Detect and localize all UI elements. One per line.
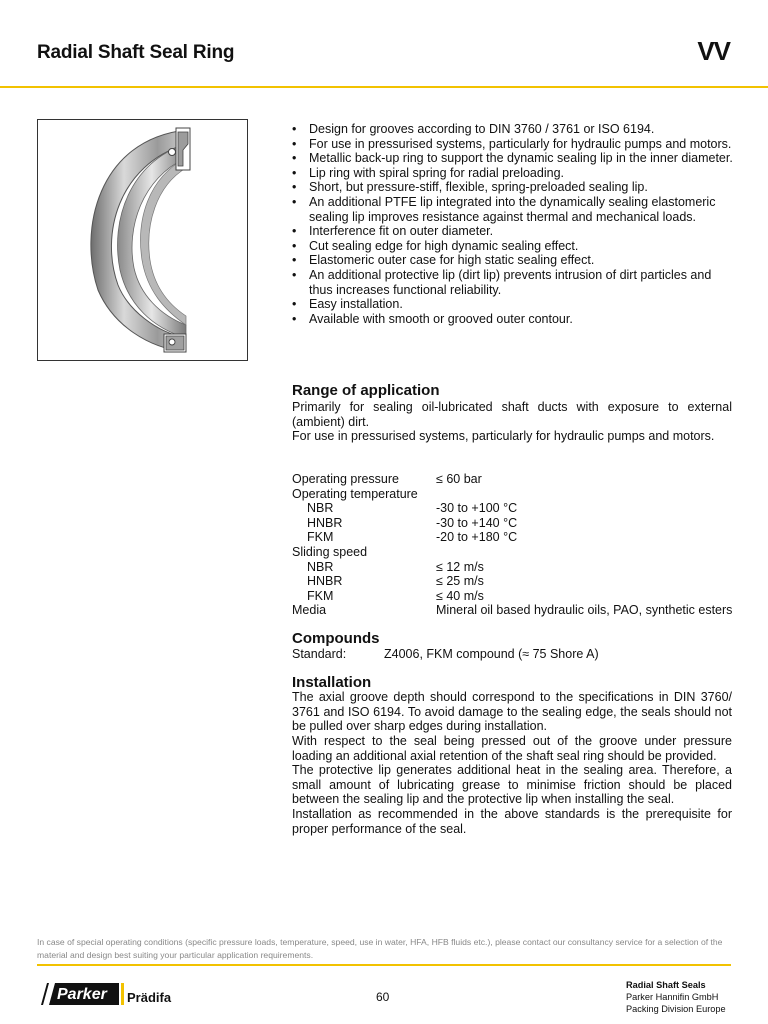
spec-label: HNBR [307,515,343,530]
logo-sub: Prädifa [127,990,172,1005]
spec-label: Sliding speed [292,544,368,559]
spec-label: Operating temperature [292,486,418,501]
seal-ring-illustration [37,119,248,361]
list-item: • Elastomeric outer case for high static sealing effect. [292,253,734,268]
spec-value: -30 to +140 °C [436,515,518,530]
list-item: • Available with smooth or grooved outer contour. [292,312,734,327]
installation-paragraph-1: The axial groove depth should correspond to the specifications in DIN 3760/ 3761 and ISO 6194. To avoid damage to the sealing edge, the seals should not be pulled over sharp edges during installation. [292,690,732,734]
footer-section-title: Radial Shaft Seals [626,980,706,990]
spec-value: ≤ 25 m/s [436,574,484,589]
product-code: VV [697,36,730,66]
spec-label: FKM [307,530,334,545]
spec-value: -20 to +180 °C [436,530,518,545]
seal-ring-drawing [38,120,247,360]
spec-value: ≤ 60 bar [436,472,482,486]
table-row [292,472,732,487]
footer-address [626,979,726,1015]
spec-label: Operating pressure [292,472,400,486]
table-row [292,574,732,589]
page-title: Radial Shaft Seal Ring [37,42,235,63]
range-paragraph-2: For use in pressurised systems, particularly for hydraulic pumps and motors. [292,429,715,443]
table-row [292,487,732,502]
compounds-heading: Compounds [292,630,380,647]
list-item: • Easy installation. [292,297,734,312]
range-paragraph-1: Primarily for sealing oil-lubricated shaft ducts with exposure to external (ambient) dirt. [292,400,732,429]
logo-graphic [37,982,177,1008]
page-number: 60 [376,990,390,1004]
spec-value: Mineral oil based hydraulic oils, PAO, synthetic esters [436,603,733,618]
spec-value: ≤ 40 m/s [436,588,484,603]
compound-label: Standard: [292,647,347,661]
parker-pradifa-logo [37,982,177,1006]
list-item: • For use in pressurised systems, particularly for hydraulic pumps and motors. [292,137,734,152]
bottom-divider [37,964,731,966]
list-item: • An additional protective lip (dirt lip) prevents intrusion of dirt particles and thus increases functional reliability. [292,268,734,297]
table-row [292,501,732,516]
table-row [292,545,732,560]
feature-list [292,122,734,326]
table-row [292,530,732,545]
spec-value: ≤ 12 m/s [436,559,484,574]
list-item: • Lip ring with spiral spring for radial preloading. [292,166,734,181]
installation-paragraph-3: The protective lip generates additional heat in the sealing area. Therefore, a small amount of lubricating grease to minimise friction should be placed between the sealing lip and the protective lip when installing the seal. [292,763,732,807]
footer-division: Packing Division Europe [626,1004,726,1014]
table-row [292,603,732,618]
table-row [292,516,732,531]
range-heading: Range of application [292,382,440,399]
spec-value: -30 to +100 °C [436,501,518,516]
installation-paragraph-4: Installation as recommended in the above standards is the prerequisite for proper performance of the seal. [292,807,732,836]
installation-paragraph-2: With respect to the seal being pressed out of the groove under pressure loading an additional axial retention of the shaft seal ring should be provided. [292,734,732,763]
footer-company: Parker Hannifin GmbH [626,992,719,1002]
spec-label: Media [292,603,327,618]
list-item: • Cut sealing edge for high dynamic sealing effect. [292,239,734,254]
list-item: • Design for grooves according to DIN 3760 / 3761 or ISO 6194. [292,122,734,137]
compound-standard [292,647,599,661]
list-item: • An additional PTFE lip integrated into the dynamically sealing elastomeric sealing lip improves resistance against thermal and mechanical loads. [292,195,734,224]
logo-brand: Parker [57,986,107,1003]
spec-table [292,472,732,618]
spec-label: NBR [307,501,334,516]
top-divider [0,86,768,88]
spec-label: NBR [307,559,334,574]
table-row [292,589,732,604]
list-item: • Short, but pressure-stiff, flexible, spring-preloaded sealing lip. [292,180,734,195]
list-item: • Interference fit on outer diameter. [292,224,734,239]
installation-heading: Installation [292,674,372,691]
table-row [292,560,732,575]
footnote: In case of special operating conditions (specific pressure loads, temperature, speed, use in water, HFA, HFB fluids etc.), please contact our consultancy service for a selection of the material and design best suiting your particular application requirements. [37,937,723,960]
compound-value: Z4006, FKM compound (≈ 75 Shore A) [384,647,599,661]
spec-label: FKM [307,588,334,603]
list-item: • Metallic back-up ring to support the dynamic sealing lip in the inner diameter. [292,151,734,166]
spec-label: HNBR [307,574,343,589]
